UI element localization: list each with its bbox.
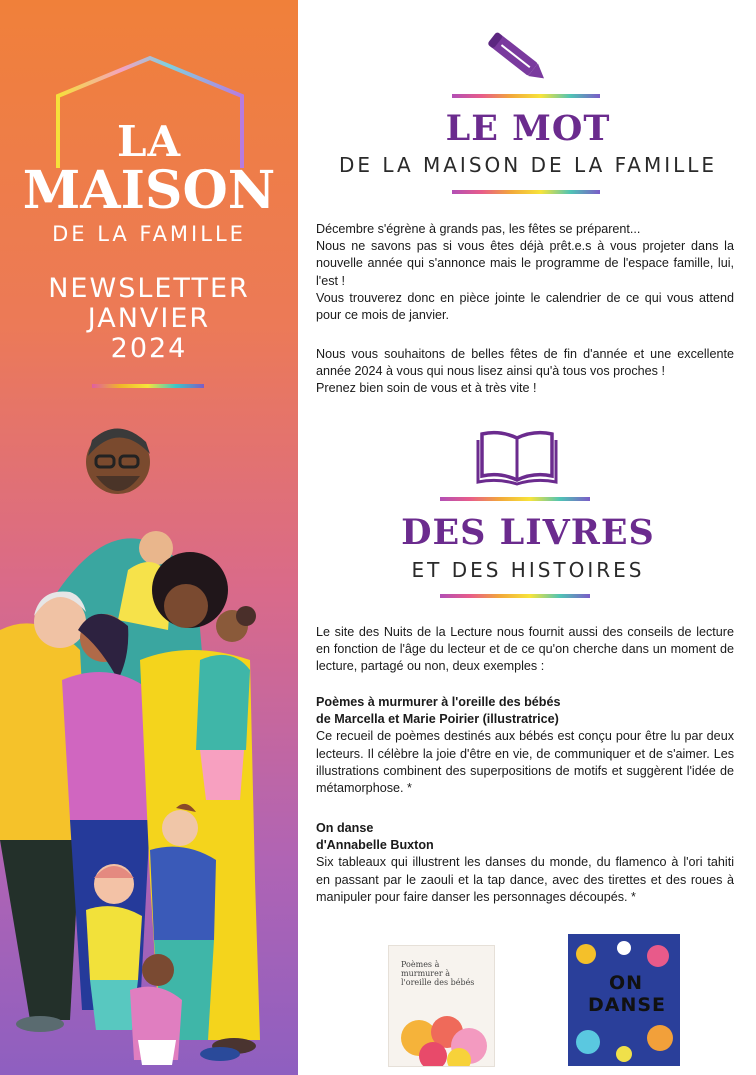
- book-description: Six tableaux qui illustrent les danses du monde, du flamenco à l'ori tahiti en passant par le zaouli et la tap dance, avec des tirettes et des roues à manipuler pour faire danser les personnages découpés. *: [316, 855, 734, 904]
- section-subtitle-des-livres: ET DES HISTOIRES: [411, 558, 645, 582]
- section-title-des-livres: DES LIVRES: [401, 512, 655, 553]
- mot-paragraph-2: [316, 346, 734, 398]
- livres-rule-bottom: [440, 594, 590, 598]
- mot-line: Nous vous souhaitons de belles fêtes de fin d'année et une excellente année 2024 à vous qui nous lisez ainsi qu'à tous vos proches !: [316, 347, 734, 379]
- mot-line: Prenez bien soin de vous et à très vite !: [316, 381, 537, 396]
- pencil-icon: [483, 28, 553, 88]
- mot-paragraph-1: [316, 221, 734, 324]
- mot-rule-top: [452, 94, 600, 98]
- newsletter-line: NEWSLETTER: [48, 273, 250, 304]
- book-entry-2: [316, 820, 734, 906]
- newsletter-year: 2024: [110, 333, 188, 364]
- mot-line: Nous ne savons pas si vous êtes déjà prêt.e.s à vous projeter dans la nouvelle année qui s'annonce mais le programme de l'espace famille, lui, l'est !: [316, 239, 734, 288]
- cover-title: ON DANSE: [588, 972, 667, 1016]
- mot-line: Décembre s'égrène à grands pas, les fêtes se préparent...: [316, 222, 641, 236]
- book-author: de Marcella et Marie Poirier (illustratrice): [316, 712, 559, 727]
- cover-title: Poèmes à murmurer à l'oreille des bébés: [401, 960, 475, 987]
- livres-intro: Le site des Nuits de la Lecture nous fournit aussi des conseils de lecture en fonction de l'âge du lecteur et de ce qu'on cherche dans un moment de lecture, partagé ou non, deux exemples :: [316, 625, 734, 674]
- newsletter-month: JANVIER: [87, 303, 211, 334]
- section-title-le-mot: LE MOT: [445, 108, 611, 149]
- cover-art: [389, 998, 495, 1067]
- book-cover-on-danse: [568, 934, 680, 1066]
- book-author: d'Annabelle Buxton: [316, 838, 434, 853]
- open-book-icon: [476, 428, 558, 486]
- newsletter-date: [0, 274, 298, 364]
- book-description: Ce recueil de poèmes destinés aux bébés est conçu pour être lu par deux lecteurs. Il célèbre la joie d'être en vie, de communiquer et de s'aimer. Les illustrations combinent des superpositions de motifs et suggèrent l'idée de métamorphose. *: [316, 729, 734, 796]
- banner-divider: [92, 384, 204, 388]
- book-cover-poemes: [388, 945, 495, 1067]
- brand-la: LA: [116, 117, 182, 166]
- book-title: Poèmes à murmurer à l'oreille des bébés: [316, 695, 561, 709]
- brand-maison: MAISON: [22, 160, 276, 221]
- book-entry-1: [316, 694, 734, 797]
- family-illustration: [0, 420, 298, 1075]
- brand-famille: DE LA FAMILLE: [52, 222, 246, 246]
- newsletter-banner: [0, 0, 298, 1075]
- mot-rule-bottom: [452, 190, 600, 194]
- book-title: On danse: [316, 821, 374, 835]
- section-subtitle-le-mot: DE LA MAISON DE LA FAMILLE: [338, 153, 718, 177]
- livres-rule-top: [440, 497, 590, 501]
- mot-line: Vous trouverez donc en pièce jointe le calendrier de ce qui vous attend pour ce mois de janvier.: [316, 290, 734, 323]
